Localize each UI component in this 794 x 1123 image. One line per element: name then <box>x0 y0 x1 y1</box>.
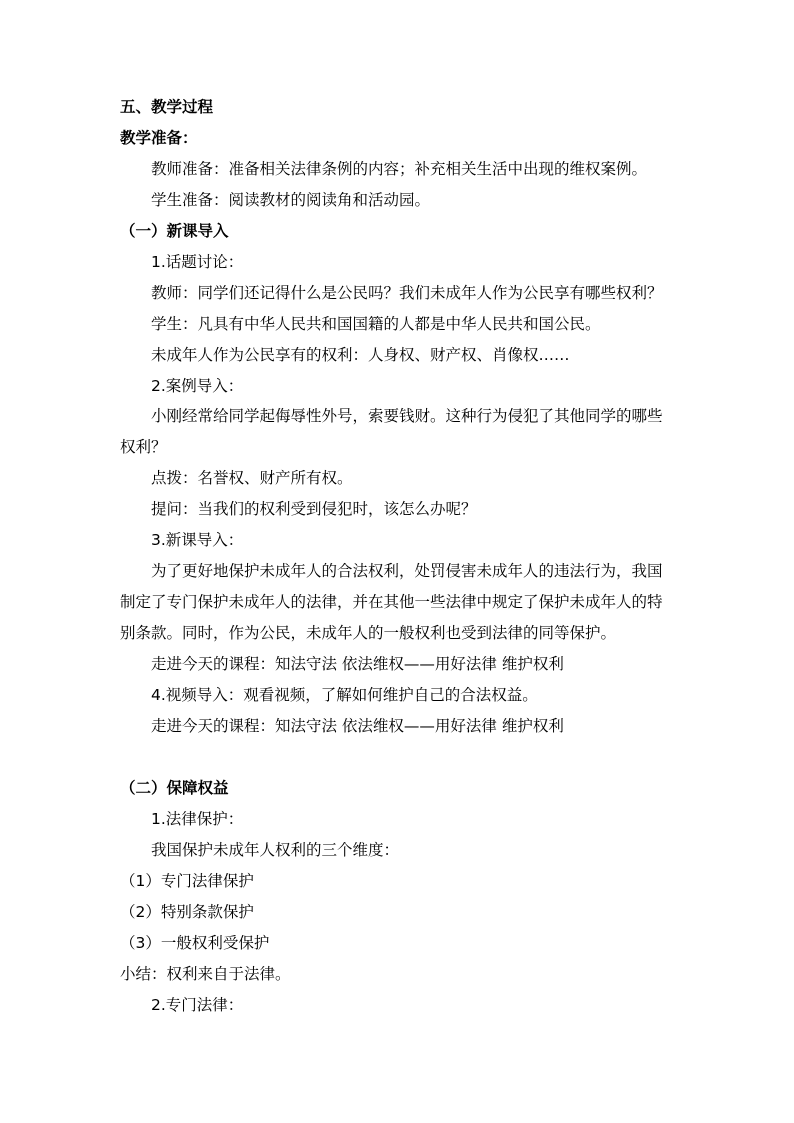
intro-line-3: 别条款。同时，作为公民，未成年人的一般权利也受到法律的同等保护。 <box>120 624 617 642</box>
minor-rights: 未成年人作为公民享有的权利：人身权、财产权、肖像权…… <box>151 346 570 364</box>
part2-heading: （二）保障权益 <box>120 779 229 797</box>
summary: 小结：权利来自于法律。 <box>120 965 291 983</box>
case-line-1: 小刚经常给同学起侮辱性外号，索要钱财。这种行为侵犯了其他同学的哪些 <box>151 407 663 425</box>
case-line-2: 权利？ <box>120 438 167 456</box>
question: 提问：当我们的权利受到侵犯时，该怎么办呢？ <box>151 500 477 518</box>
teacher-question: 教师：同学们还记得什么是公民吗？我们未成年人作为公民享有哪些权利？ <box>151 284 663 302</box>
student-answer: 学生：凡具有中华人民共和国国籍的人都是中华人民共和国公民。 <box>151 315 601 333</box>
part2-item2-title: 2.专门法律： <box>151 996 244 1014</box>
part1-item1-title: 1.话题讨论： <box>151 253 244 271</box>
intro-line-1: 为了更好地保护未成年人的合法权利，处罚侵害未成年人的违法行为，我国 <box>151 562 663 580</box>
part2-item1-title: 1.法律保护： <box>151 810 244 828</box>
enter-lesson-1: 走进今天的课程：知法守法 依法维权——用好法律 维护权利 <box>151 655 564 673</box>
section-heading: 五、教学过程 <box>120 98 214 116</box>
student-prep: 学生准备：阅读教材的阅读角和活动园。 <box>151 191 431 209</box>
part1-item2-title: 2.案例导入： <box>151 377 244 395</box>
enter-lesson-2: 走进今天的课程：知法守法 依法维权——用好法律 维护权利 <box>151 717 564 735</box>
dimensions-intro: 我国保护未成年人权利的三个维度： <box>151 841 400 859</box>
part1-item4-title: 4.视频导入：观看视频，了解如何维护自己的合法权益。 <box>151 686 538 704</box>
part1-heading: （一）新课导入 <box>120 222 229 240</box>
dimension-1: （1）专门法律保护 <box>120 872 254 890</box>
dimension-2: （2）特别条款保护 <box>120 903 254 921</box>
hint: 点拨：名誉权、财产所有权。 <box>151 469 353 487</box>
part1-item3-title: 3.新课导入： <box>151 531 244 549</box>
prep-heading: 教学准备： <box>120 129 198 147</box>
teacher-prep: 教师准备：准备相关法律条例的内容；补充相关生活中出现的维权案例。 <box>151 160 648 178</box>
dimension-3: （3）一般权利受保护 <box>120 934 270 952</box>
intro-line-2: 制定了专门保护未成年人的法律，并在其他一些法律中规定了保护未成年人的特 <box>120 593 663 611</box>
